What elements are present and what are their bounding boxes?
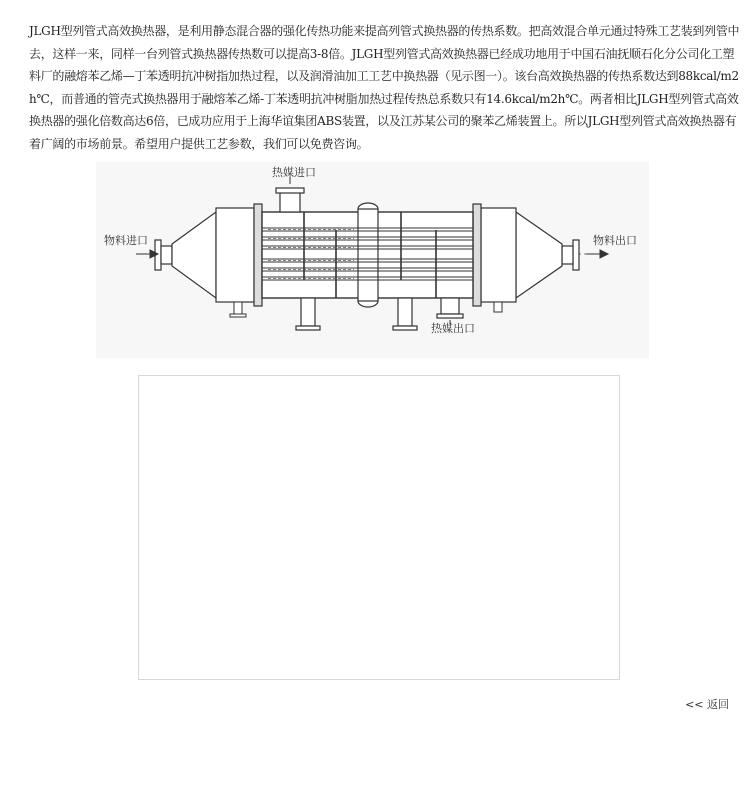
heat-medium-outlet-label: 热媒出口 <box>431 322 475 335</box>
heat-exchanger-diagram <box>96 162 649 358</box>
heat-medium-inlet-label: 热媒进口 <box>272 166 316 179</box>
empty-image-frame <box>138 375 620 680</box>
material-inlet-label: 物料进口 <box>104 234 148 247</box>
back-link[interactable]: << 返回 <box>685 698 729 711</box>
article-body <box>29 20 741 156</box>
material-outlet-label: 物料出口 <box>593 234 637 247</box>
article-paragraph: JLGH型列管式高效换热器，是利用静态混合器的强化传热功能来提高列管式换热器的传热系数。把高效混合单元通过特殊工艺装到列管中去，这样一来，同样一台列管式换热器传热数可以提高3-8倍。JLGH型列管式高效换热器已经成功地用于中国石油抚顺石化分公司化工塑料厂的融熔苯乙烯—丁苯透明抗冲树指加热过程，以及润滑油加工工艺中换热器（见示图一）。该台高效换热器的传热系数达到88kcal/m2h℃，而普通的管壳式换热器用于融熔苯乙烯-丁苯透明抗冲树脂加热过程传热总系数只有14.6kcal/m2h℃。两者相比JLGH型列管式高效换热器的强化倍数高达6倍，已成功应用于上海华谊集团ABS装置，以及江苏某公司的聚苯乙烯装置上。所以JLGH型列管式高效换热器有着广阔的市场前景。希望用户提供工艺参数，我们可以免费咨询。 <box>29 24 740 151</box>
